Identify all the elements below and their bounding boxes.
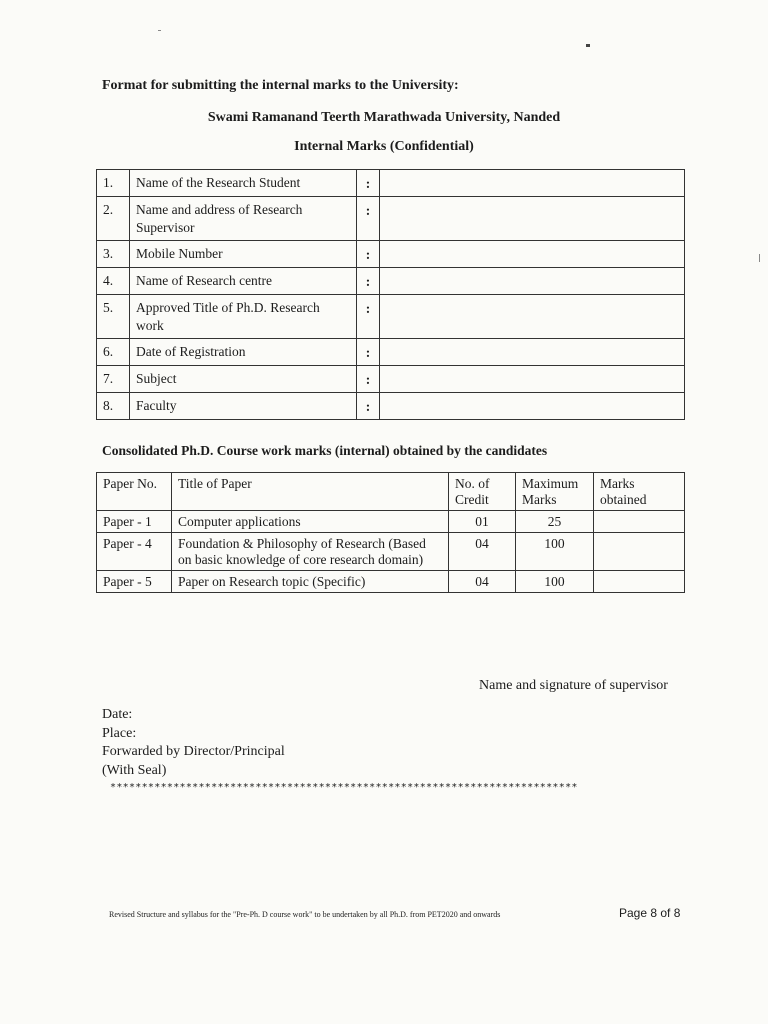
field-colon: : <box>357 268 380 295</box>
marks-obtained-cell[interactable] <box>594 511 685 533</box>
row-number: 7. <box>97 366 130 393</box>
university-name: Swami Ramanand Teerth Marathwada University, Nanded <box>207 110 561 125</box>
paper-max-marks: 25 <box>516 511 594 533</box>
table-row <box>97 197 685 241</box>
field-colon: : <box>357 366 380 393</box>
paper-title: Computer applications <box>172 511 449 533</box>
student-name-value[interactable] <box>380 170 685 197</box>
marks-obtained-cell[interactable] <box>594 533 685 571</box>
scan-speck <box>586 44 590 47</box>
paper-credit: 01 <box>449 511 516 533</box>
table-row <box>97 170 685 197</box>
field-label: Date of Registration <box>130 339 357 366</box>
mobile-value[interactable] <box>380 241 685 268</box>
forwarded-label: Forwarded by Director/Principal <box>102 744 285 759</box>
supervisor-signature-label: Name and signature of supervisor <box>479 678 668 693</box>
field-label: Name and address of Research Supervisor <box>130 197 357 241</box>
paper-title: Foundation & Philosophy of Research (Based on basic knowledge of core research domain) <box>172 533 449 571</box>
field-label: Approved Title of Ph.D. Research work <box>130 295 357 339</box>
row-number: 8. <box>97 393 130 420</box>
scan-speck <box>158 30 161 31</box>
field-label: Faculty <box>130 393 357 420</box>
paper-max-marks: 100 <box>516 571 594 593</box>
field-colon: : <box>357 339 380 366</box>
table-row <box>97 533 685 571</box>
paper-number: Paper - 5 <box>97 571 172 593</box>
field-colon: : <box>357 241 380 268</box>
scan-speck <box>759 254 760 262</box>
format-title: Format for submitting the internal marks to the University: <box>102 78 459 93</box>
field-colon: : <box>357 295 380 339</box>
field-label: Subject <box>130 366 357 393</box>
row-number: 1. <box>97 170 130 197</box>
paper-credit: 04 <box>449 533 516 571</box>
table-row <box>97 339 685 366</box>
research-centre-value[interactable] <box>380 268 685 295</box>
faculty-value[interactable] <box>380 393 685 420</box>
row-number: 2. <box>97 197 130 241</box>
seal-label: (With Seal) <box>102 762 167 778</box>
date-label: Date: <box>102 707 133 722</box>
supervisor-value[interactable] <box>380 197 685 241</box>
page-number: Page 8 of 8 <box>619 906 681 920</box>
table-row <box>97 366 685 393</box>
footer-note: Revised Structure and syllabus for the "Pre-Ph. D course work" to be undertaken by all Ph.D. from PET2020 and onwards <box>109 910 501 919</box>
table-row <box>97 393 685 420</box>
header-max-marks: Maximum Marks <box>516 473 594 511</box>
table-row <box>97 571 685 593</box>
field-colon: : <box>357 170 380 197</box>
field-colon: : <box>357 393 380 420</box>
document-title: Internal Marks (Confidential) <box>294 139 474 154</box>
header-title: Title of Paper <box>172 473 449 511</box>
place-label: Place: <box>102 725 137 741</box>
paper-credit: 04 <box>449 571 516 593</box>
header-credit: No. of Credit <box>449 473 516 511</box>
row-number: 6. <box>97 339 130 366</box>
header-obtained: Marks obtained <box>594 473 685 511</box>
course-marks-table <box>96 472 685 593</box>
field-label: Name of Research centre <box>130 268 357 295</box>
table-row <box>97 241 685 268</box>
paper-number: Paper - 4 <box>97 533 172 571</box>
table-row <box>97 268 685 295</box>
paper-title: Paper on Research topic (Specific) <box>172 571 449 593</box>
field-label: Mobile Number <box>130 241 357 268</box>
header-paper-no: Paper No. <box>97 473 172 511</box>
row-number: 3. <box>97 241 130 268</box>
separator-line: ************************************************************************** <box>110 782 578 793</box>
registration-date-value[interactable] <box>380 339 685 366</box>
signature-block <box>102 706 285 780</box>
marks-obtained-cell[interactable] <box>594 571 685 593</box>
row-number: 5. <box>97 295 130 339</box>
table-row <box>97 511 685 533</box>
row-number: 4. <box>97 268 130 295</box>
research-title-value[interactable] <box>380 295 685 339</box>
student-info-table <box>96 169 685 420</box>
subject-value[interactable] <box>380 366 685 393</box>
paper-max-marks: 100 <box>516 533 594 571</box>
field-label: Name of the Research Student <box>130 170 357 197</box>
marks-section-title: Consolidated Ph.D. Course work marks (internal) obtained by the candidates <box>102 443 548 458</box>
table-row <box>97 295 685 339</box>
table-header-row <box>97 473 685 511</box>
paper-number: Paper - 1 <box>97 511 172 533</box>
field-colon: : <box>357 197 380 241</box>
